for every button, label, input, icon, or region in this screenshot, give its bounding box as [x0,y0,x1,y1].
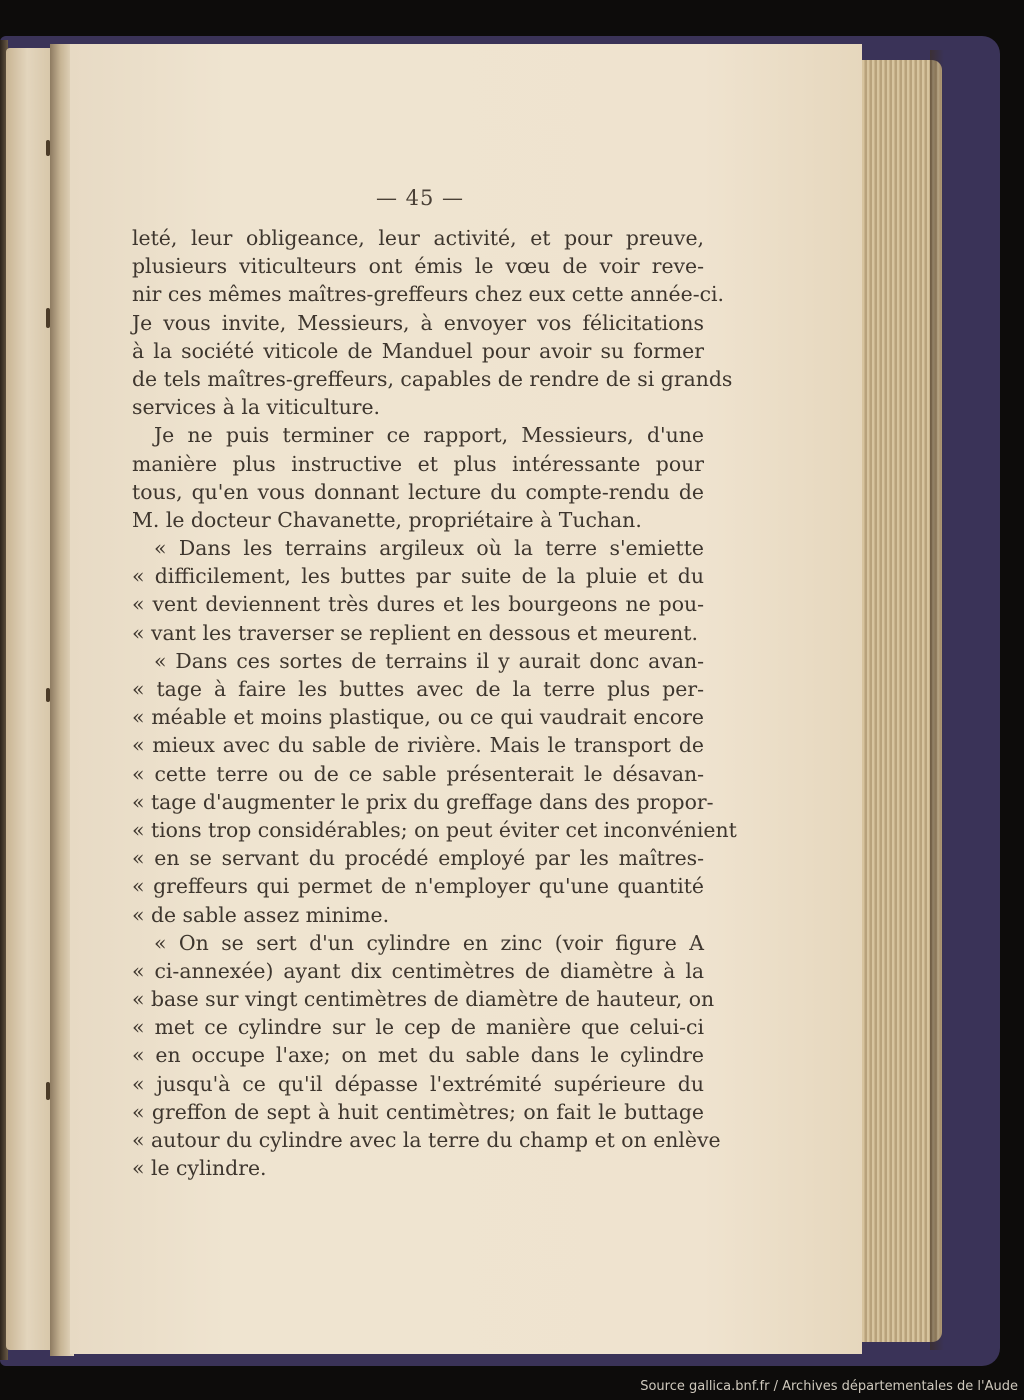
text-line: à la société viticole de Manduel pour avoir su former [132,338,704,363]
text-line: « autour du cylindre avec la terre du champ et on enlève [132,1128,721,1152]
text-line: « tage à faire les buttes avec de la terre plus per- [132,677,704,701]
text-line: de tels maîtres-greffeurs, capables de rendre de si grands [132,366,733,391]
page-text [132,224,737,1182]
text-line: « tions trop considérables; on peut éviter cet inconvénient [132,817,737,842]
text-line: nir ces mêmes maîtres-greffeurs chez eux cette année-ci. [132,282,725,307]
page-edges [850,60,942,1342]
text-line: services à la viticulture. [132,395,381,420]
text-line: « méable et moins plastique, ou ce qui vaudrait encore [132,705,704,730]
page-number: — 45 — [375,186,465,210]
text-line: « vent deviennent très dures et les bourgeons ne pou- [132,592,704,617]
text-line: « ci-annexée) ayant dix centimètres de diamètre à la [132,958,704,983]
text-line: « Dans ces sortes de terrains il y aurait donc avan- [154,648,704,673]
text-line: « Dans les terrains argileux où la terre s'emiette [154,536,704,561]
text-line: « On se sert d'un cylindre en zinc (voir figure A [154,930,704,955]
text-line: tous, qu'en vous donnant lecture du compte-rendu de [132,479,704,504]
text-line: « base sur vingt centimètres de diamètre de hauteur, on [132,987,715,1012]
text-line: « greffeurs qui permet de n'employer qu'une quantité [132,874,704,899]
source-credit: Source gallica.bnf.fr / Archives départementales de l'Aude [640,1379,1018,1394]
text-line: « en se servant du procédé employé par les maîtres- [132,846,704,871]
text-line: Je ne puis terminer ce rapport, Messieurs, d'une [154,423,704,448]
text-line: « greffon de sept à huit centimètres; on fait le buttage [132,1099,704,1124]
text-line: manière plus instructive et plus intéressante pour [132,451,704,476]
text-line: « le cylindre. [132,1156,267,1181]
text-line: « en occupe l'axe; on met du sable dans le cylindre [132,1043,704,1068]
text-line: leté, leur obligeance, leur activité, et pour preuve, [132,226,704,250]
text-line: plusieurs viticulteurs ont émis le vœu de voir reve- [132,254,704,279]
text-line: « mieux avec du sable de rivière. Mais le transport de [132,733,704,758]
text-line: « tage d'augmenter le prix du greffage dans des propor- [132,789,714,814]
text-line: Je vous invite, Messieurs, à envoyer vos félicitations [132,310,704,335]
text-line: « cette terre ou de ce sable présenterait le désavan- [132,761,704,786]
text-line: « vant les traverser se replient en dessous et meurent. [132,620,698,645]
text-line: « met ce cylindre sur le cep de manière que celui-ci [132,1015,704,1040]
text-line: « jusqu'à ce qu'il dépasse l'extrémité supérieure du [132,1071,704,1096]
spine-shadow [930,50,944,1350]
text-line: M. le docteur Chavanette, propriétaire à Tuchan. [132,507,642,532]
text-line: « de sable assez minime. [132,902,390,927]
text-line: « difficilement, les buttes par suite de la pluie et du [132,564,704,589]
